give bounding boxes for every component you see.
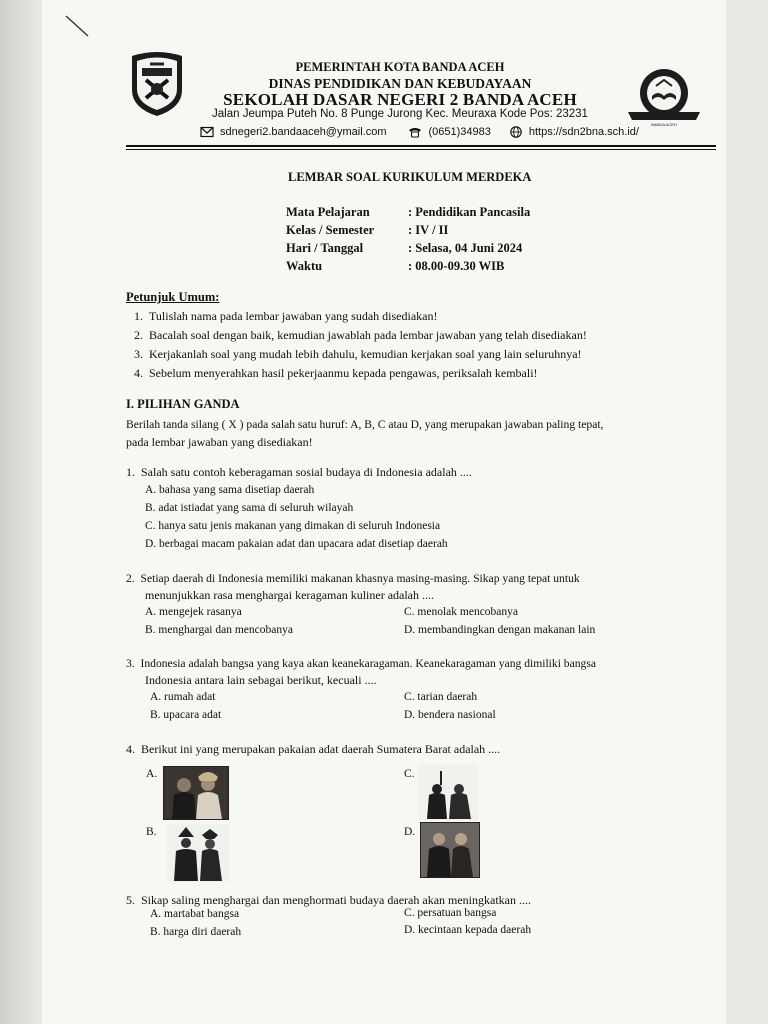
telephone-icon (408, 126, 422, 138)
meta-row-subject: Mata Pelajaran : Pendidikan Pancasila (286, 205, 531, 219)
question-1: 1. Salah satu contoh keberagaman sosial budaya di Indonesia adalah .... (126, 465, 472, 479)
q5-option-d: D. kecintaan kepada daerah (404, 924, 532, 936)
school-phone: (0651)34983 (428, 126, 491, 138)
question-3-line-2: Indonesia antara lain sebagai berikut, kecuali .... (145, 673, 377, 687)
document-title: LEMBAR SOAL KURIKULUM MERDEKA (288, 170, 532, 184)
school-address: Jalan Jeumpa Puteh No. 8 Punge Jurong Kec. Meuraxa Kode Pos: 23231 (212, 108, 588, 120)
header-divider-thin (126, 149, 716, 150)
question-5: 5. Sikap saling menghargai dan menghormati budaya daerah akan meningkatkan .... (126, 893, 531, 907)
instruction-item: 2. Bacalah soal dengan baik, kemudian jawablah pada lembar jawaban yang telah disediakan! (134, 328, 587, 342)
q5-option-c: C. persatuan bangsa (404, 907, 497, 919)
q2-option-c: C. menolak mencobanya (404, 606, 519, 618)
q3-option-d: D. bendera nasional (404, 709, 496, 721)
q4-option-c-photo (418, 764, 478, 820)
section-heading-multiple-choice: I. PILIHAN GANDA (126, 397, 240, 411)
q2-option-a: A. mengejek rasanya (145, 606, 242, 618)
q5-option-b: B. harga diri daerah (150, 926, 242, 938)
q2-option-b: B. menghargai dan mencobanya (145, 624, 293, 636)
question-3: 3. Indonesia adalah bangsa yang kaya akan keanekaragaman. Keanekaragaman yang dimiliki bangsa (126, 657, 597, 670)
pen-mark (64, 14, 90, 40)
instruction-item: 1. Tulislah nama pada lembar jawaban yang sudah disediakan! (134, 309, 438, 323)
q2-option-d: D. membandingkan dengan makanan lain (404, 624, 596, 636)
header-divider-thick (126, 145, 716, 147)
section-intro-line: Berilah tanda silang ( X ) pada salah satu huruf: A, B, C atau D, yang merupakan jawaban paling tepat, (126, 418, 604, 431)
instruction-item: 3. Kerjakanlah soal yang mudah lebih dahulu, kemudian kerjakan soal yang lain seluruhnya! (134, 347, 582, 361)
q4-option-d-photo (420, 822, 480, 878)
meta-row-time: Waktu : 08.00-09.30 WIB (286, 259, 505, 273)
meta-row-date: Hari / Tanggal : Selasa, 04 Juni 2024 (286, 241, 523, 255)
q5-option-a: A. martabat bangsa (150, 908, 240, 920)
instruction-item: 4. Sebelum menyerahkan hasil pekerjaanmu kepada pengawas, periksalah kembali! (134, 366, 538, 380)
envelope-icon (200, 126, 214, 138)
header-line-government: PEMERINTAH KOTA BANDA ACEH (295, 60, 505, 74)
page-edge-shadow (0, 0, 46, 1024)
meta-row-class: Kelas / Semester : IV / II (286, 223, 449, 237)
q4-option-b: B. (146, 826, 157, 838)
school-website: https://sdn2bna.sch.id/ (528, 126, 639, 138)
school-email: sdnegeri2.bandaaceh@ymail.com (220, 126, 387, 138)
emblem-caption: BANDA ACEH (651, 122, 677, 127)
q1-option-c: C. hanya satu jenis makanan yang dimakan di seluruh Indonesia (145, 520, 441, 532)
banda-aceh-crest-icon (128, 50, 186, 118)
q3-option-b: B. upacara adat (150, 709, 222, 721)
q1-option-b: B. adat istiadat yang sama di seluruh wilayah (145, 502, 354, 514)
instructions-heading: Petunjuk Umum: (126, 290, 220, 304)
school-emblem-icon (626, 66, 702, 128)
q1-option-a: A. bahasa yang sama disetiap daerah (145, 484, 315, 496)
question-2-line-2: menunjukkan rasa menghargai keragaman kuliner adalah .... (145, 588, 435, 602)
q1-option-d: D. berbagai macam pakaian adat dan upacara adat disetiap daerah (145, 538, 448, 550)
question-2: 2. Setiap daerah di Indonesia memiliki makanan khasnya masing-masing. Sikap yang tepat untuk (126, 572, 580, 585)
q4-option-d: D. (404, 826, 416, 838)
question-4: 4. Berikut ini yang merupakan pakaian adat daerah Sumatera Barat adalah .... (126, 742, 501, 756)
q4-option-b-photo (167, 824, 229, 882)
q4-option-c: C. (404, 768, 415, 780)
globe-icon (509, 126, 523, 138)
school-name: SEKOLAH DASAR NEGERI 2 BANDA ACEH (223, 90, 577, 109)
contact-row (200, 126, 639, 138)
q4-option-a: A. (146, 768, 158, 780)
q3-option-a: A. rumah adat (150, 691, 216, 703)
q3-option-c: C. tarian daerah (404, 691, 478, 703)
section-intro-line: pada lembar jawaban yang disediakan! (126, 435, 313, 449)
q4-option-a-photo (163, 766, 229, 820)
header-line-department: DINAS PENDIDIKAN DAN KEBUDAYAAN (268, 76, 532, 91)
